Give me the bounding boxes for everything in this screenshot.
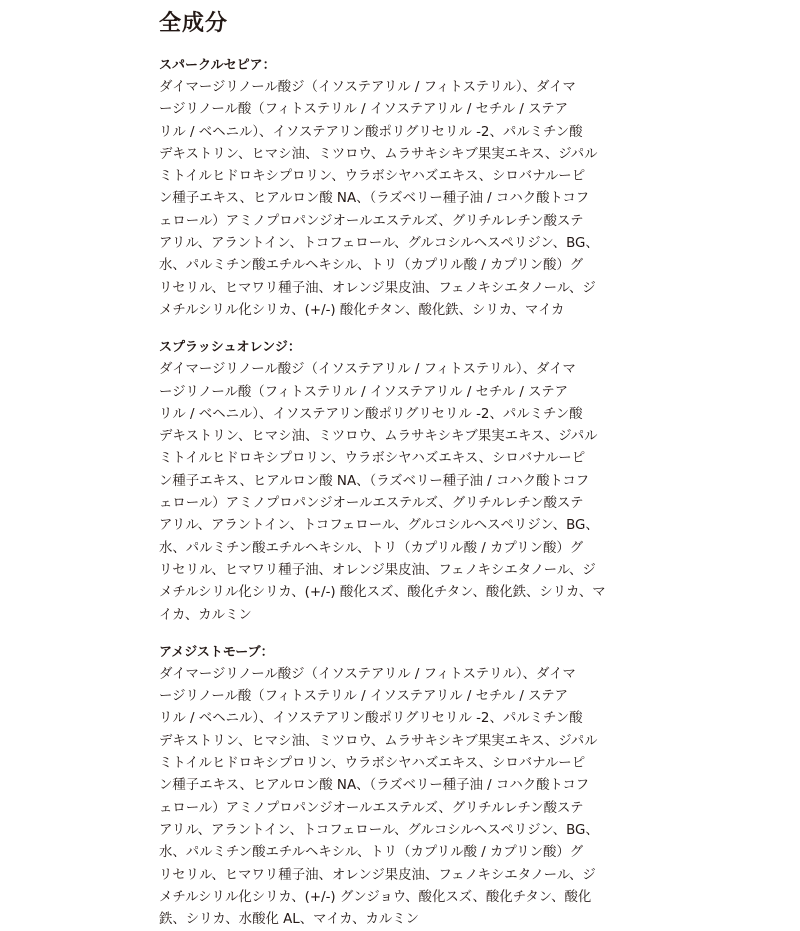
ingredient-line: ミトイルヒドロキシプロリン、ウラボシヤハズエキス、シロバナルーピ [159,169,586,185]
ingredient-line: ェロール）アミノプロパンジオールエステルズ、グリチルレチン酸ステ [159,213,584,229]
ingredient-line: 鉄、シリカ、水酸化 AL、マイカ、カルミン [159,912,420,928]
ingredient-line: 水、パルミチン酸エチルヘキシル、トリ（カプリル酸 / カプリン酸）グ [159,845,584,861]
ingredient-line: ェロール）アミノプロパンジオールエステルズ、グリチルレチン酸ステ [159,496,584,512]
ingredient-line: メチルシリル化シリカ、(+/-) グンジョウ、酸化スズ、酸化チタン、酸化 [159,889,592,905]
ingredient-line: ン種子エキス、ヒアルロン酸 NA、（ラズベリー種子油 / コハク酸トコフ [159,191,590,207]
section-heading: アメジストモーブ： [159,644,274,660]
ingredient-text [159,359,639,627]
ingredient-line: メチルシリル化シリカ、(+/-) 酸化チタン、酸化鉄、シリカ、マイカ [159,302,565,318]
ingredient-line: ミトイルヒドロキシプロリン、ウラボシヤハズエキス、シロバナルーピ [159,451,586,467]
ingredient-line: ェロール）アミノプロパンジオールエステルズ、グリチルレチン酸ステ [159,800,584,816]
ingredient-text [159,77,639,322]
ingredient-line: リル / ベヘニル）、イソステアリン酸ポリグリセリル -2、パルミチン酸 [159,711,583,727]
ingredient-line: リル / ベヘニル）、イソステアリン酸ポリグリセリル -2、パルミチン酸 [159,124,583,140]
ingredient-line: アリル、アラントイン、トコフェロール、グルコシルヘスペリジン、BG、 [159,518,599,534]
section-amethyst-mauve [159,644,639,931]
ingredient-line: メチルシリル化シリカ、(+/-) 酸化スズ、酸化チタン、酸化鉄、シリカ、マ [159,585,606,601]
section-sparkle-sepia [159,57,639,322]
section-splash-orange [159,339,639,627]
ingredient-line: 水、パルミチン酸エチルヘキシル、トリ（カプリル酸 / カプリン酸）グ [159,540,584,556]
ingredient-line: ダイマージリノール酸ジ（イソステアリル / フィトステリル）、ダイマ [159,666,576,682]
ingredient-line: リセリル、ヒマワリ種子油、オレンジ果皮油、フェノキシエタノール、ジ [159,867,596,883]
ingredient-line: 水、パルミチン酸エチルヘキシル、トリ（カプリル酸 / カプリン酸）グ [159,258,584,274]
ingredient-line: リセリル、ヒマワリ種子油、オレンジ果皮油、フェノキシエタノール、ジ [159,562,596,578]
ingredient-text [159,664,639,931]
ingredient-line: ミトイルヒドロキシプロリン、ウラボシヤハズエキス、シロバナルーピ [159,756,586,772]
ingredient-line: デキストリン、ヒマシ油、ミツロウ、ムラサキシキブ果実エキス、ジパル [159,429,598,445]
ingredient-line: リル / ベヘニル）、イソステアリン酸ポリグリセリル -2、パルミチン酸 [159,406,583,422]
ingredient-line: ージリノール酸（フィトステリル / イソステアリル / セチル / ステア [159,384,569,400]
ingredient-line: ダイマージリノール酸ジ（イソステアリル / フィトステリル）、ダイマ [159,80,576,95]
ingredients-page [159,10,639,931]
ingredient-line: アリル、アラントイン、トコフェロール、グルコシルヘスペリジン、BG、 [159,822,599,838]
ingredient-line: イカ、カルミン [159,607,252,623]
ingredient-line: ージリノール酸（フィトステリル / イソステアリル / セチル / ステア [159,102,569,118]
ingredient-line: ン種子エキス、ヒアルロン酸 NA、（ラズベリー種子油 / コハク酸トコフ [159,778,590,794]
ingredient-line: リセリル、ヒマワリ種子油、オレンジ果皮油、フェノキシエタノール、ジ [159,280,596,296]
ingredient-line: ダイマージリノール酸ジ（イソステアリル / フィトステリル）、ダイマ [159,362,576,378]
ingredient-line: デキストリン、ヒマシ油、ミツロウ、ムラサキシキブ果実エキス、ジパル [159,733,598,749]
ingredient-line: アリル、アラントイン、トコフェロール、グルコシルヘスペリジン、BG、 [159,236,599,252]
section-heading: スパークルセピア： [159,58,276,73]
ingredient-line: デキストリン、ヒマシ油、ミツロウ、ムラサキシキブ果実エキス、ジパル [159,146,598,162]
ingredient-line: ン種子エキス、ヒアルロン酸 NA、（ラズベリー種子油 / コハク酸トコフ [159,473,590,489]
page-title: 全成分 [159,11,229,36]
ingredient-line: ージリノール酸（フィトステリル / イソステアリル / セチル / ステア [159,689,569,705]
section-heading: スプラッシュオレンジ： [159,340,301,356]
